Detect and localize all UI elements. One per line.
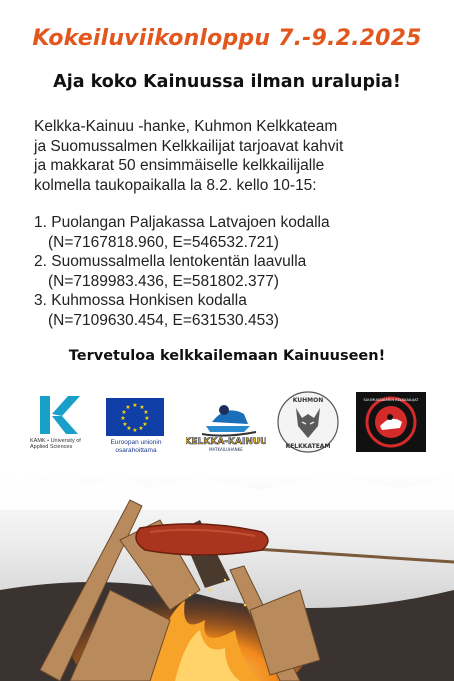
location-item xyxy=(34,252,434,291)
intro-line: ja makkarat 50 ensimmäiselle kelkkailijalle xyxy=(34,157,325,174)
campfire-photo xyxy=(0,470,454,681)
svg-text:★: ★ xyxy=(121,409,127,416)
eu-caption-line: osarahoittama xyxy=(115,446,157,454)
location-item xyxy=(34,291,434,330)
event-title: Kokeiluviikonloppu 7.-9.2.2025 xyxy=(32,26,422,51)
kelkka-kainuu-logo xyxy=(186,396,266,452)
wolf-icon xyxy=(276,390,340,454)
location-coordinates: (N=7109630.454, E=631530.453) xyxy=(48,311,279,329)
snowmobile-icon xyxy=(186,396,266,452)
intro-paragraph xyxy=(34,117,434,195)
svg-text:★: ★ xyxy=(139,404,145,411)
svg-text:★: ★ xyxy=(138,425,144,432)
svg-text:★: ★ xyxy=(120,415,126,422)
kelkka-kainuu-text: KELKKA-KAINUU xyxy=(186,437,266,447)
svg-text:★: ★ xyxy=(126,425,132,432)
svg-text:★: ★ xyxy=(143,409,149,416)
suomussalmi-text: SUOMUSSALMEN KELKKAILIJAT xyxy=(363,398,419,402)
sled-emblem-icon xyxy=(356,392,426,452)
kelkka-kainuu-subtext: MATKAILUHANKE xyxy=(209,447,243,452)
kuhmo-bottom-text: KELKKATEAM xyxy=(285,443,331,450)
eu-caption-line: Euroopan unionin xyxy=(110,439,162,446)
kamk-text: KAMK • University of Applied Sciences xyxy=(30,438,81,450)
kuhmon-kelkkateam-logo xyxy=(276,390,340,454)
location-coordinates: (N=7167818.960, E=546532.721) xyxy=(48,233,279,251)
intro-line: Kelkka-Kainuu -hanke, Kuhmon Kelkkateam xyxy=(34,118,338,135)
kamk-k-icon xyxy=(30,394,90,438)
location-name: 2. Suomussalmella lentokentän laavulla xyxy=(34,253,307,270)
eu-caption xyxy=(106,439,166,454)
suomussalmen-kelkkailijat-logo xyxy=(356,392,426,452)
eu-flag-icon xyxy=(106,398,164,436)
headline: Aja koko Kainuussa ilman uralupia! xyxy=(53,72,401,92)
eu-logo xyxy=(106,398,168,454)
intro-line: kolmella taukopaikalla la 8.2. kello 10-15: xyxy=(34,176,317,194)
partner-logos xyxy=(0,390,454,460)
kamk-logo xyxy=(30,394,90,454)
svg-text:★: ★ xyxy=(132,427,138,434)
svg-text:★: ★ xyxy=(122,421,128,428)
kuhmo-top-text: KUHMON xyxy=(292,397,324,404)
location-coordinates: (N=7189983.436, E=581802.377) xyxy=(48,272,279,290)
welcome-text: Tervetuloa kelkkailemaan Kainuuseen! xyxy=(68,348,386,364)
location-list xyxy=(34,213,434,330)
svg-text:★: ★ xyxy=(132,402,138,409)
svg-text:★: ★ xyxy=(144,415,150,422)
intro-line: ja Suomussalmen Kelkkailijat tarjoavat kahvit xyxy=(34,137,344,155)
svg-text:★: ★ xyxy=(125,404,131,411)
svg-text:★: ★ xyxy=(142,421,148,428)
location-item xyxy=(34,213,434,252)
location-name: 1. Puolangan Paljakassa Latvajoen kodalla xyxy=(34,214,330,231)
location-name: 3. Kuhmossa Honkisen kodalla xyxy=(34,292,247,309)
